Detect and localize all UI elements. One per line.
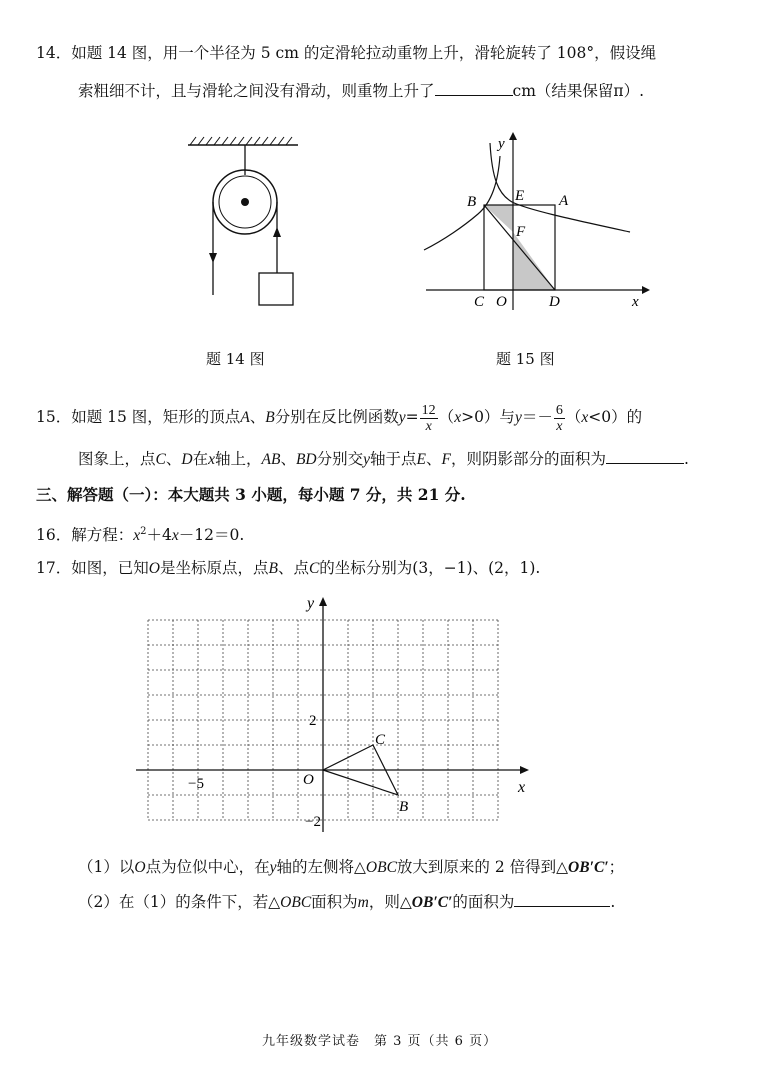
q15-cond1-x: x	[454, 409, 462, 426]
q17-B: B	[268, 560, 278, 577]
q17-p4: 的坐标分别为(3，−1)、(2，1).	[319, 559, 541, 577]
q17-s1-obc2: OB′C′	[568, 859, 609, 876]
q15-l2-g: 轴于点	[370, 450, 417, 468]
pulley-figure	[180, 135, 310, 310]
q15-A: A	[240, 409, 250, 426]
q15-eq2: ＝－	[521, 408, 553, 426]
q14-text-line2b: cm（结果保留π）.	[512, 82, 645, 100]
q14-text-line2a: 索粗细不计，且与滑轮之间没有滑动，则重物上升了	[78, 82, 435, 100]
q16-x1: x	[133, 527, 141, 545]
weight-box	[259, 273, 293, 305]
q15-number: 15．	[36, 408, 72, 426]
fig15-label-F: F	[516, 224, 526, 240]
q15-cond1-b: >0）与	[461, 408, 515, 426]
fig15-label-D: D	[549, 294, 560, 310]
q15-AB: AB	[261, 451, 281, 468]
q16-prefix: 解方程：	[71, 526, 134, 545]
q15-C: C	[155, 451, 166, 468]
q17-p1: 如图，已知	[71, 559, 149, 577]
q14-line2	[78, 80, 644, 102]
shaded-triangle-FOD	[513, 232, 555, 290]
grid-label-x: x	[518, 779, 526, 796]
q15-l2-a: 图象上，点	[78, 450, 156, 468]
q15-l2-b: 、	[165, 450, 182, 468]
q16-line	[36, 521, 244, 547]
q17-s1-a: （1）以	[78, 858, 135, 876]
q17-s2-b: 面积为	[311, 893, 358, 911]
q16-number: 16．	[36, 526, 72, 545]
q16-end: －12＝0.	[178, 526, 245, 545]
q17-O: O	[148, 560, 160, 577]
pulley-axle	[241, 198, 249, 206]
q17-line1	[36, 557, 540, 580]
q15-text-1: 如题 15 图，矩形的顶点	[71, 408, 241, 426]
grid-label-y: y	[307, 595, 315, 612]
fig15-label-E: E	[515, 188, 525, 204]
q14-answer-blank[interactable]	[435, 94, 513, 96]
q17-s1-e: ；	[608, 858, 625, 876]
fig15-label-A: A	[559, 193, 569, 209]
q15-eq1: =	[405, 408, 419, 426]
q17-sub1	[78, 856, 624, 879]
q15-BD: BD	[295, 451, 317, 468]
q15-text-3: 分别在反比例函数	[274, 408, 399, 426]
q17-s2-obc2: OB′C′	[411, 894, 453, 911]
q17-p2: 是坐标原点，点	[159, 559, 269, 577]
frac2-den: x	[556, 418, 563, 434]
q15-F: F	[441, 451, 451, 468]
q15-cond2-x: x	[581, 409, 589, 426]
fraction-6-over-x	[554, 403, 565, 434]
fig15-caption: 题 15 图	[496, 350, 555, 368]
q15-cond2-a: （	[565, 408, 582, 426]
q17-s2-m: m	[357, 894, 369, 911]
q14-text-line1: 如题 14 图，用一个半径为 5 cm 的定滑轮拉动重物上升，滑轮旋转了 108°，假设绳	[71, 44, 657, 62]
q15-answer-blank[interactable]	[606, 462, 684, 464]
q17-sub2	[78, 891, 615, 914]
frac1-den: x	[425, 418, 432, 434]
frac2-num: 6	[555, 402, 563, 418]
q15-l2-d: 轴上，	[214, 450, 262, 468]
q15-l2-j: .	[684, 450, 689, 468]
q15-l2-c: 在	[192, 450, 209, 468]
q15-line2	[78, 448, 689, 471]
shaded-triangle-BEF	[484, 205, 513, 232]
grid-label-B: B	[399, 799, 409, 815]
q15-l2-i: ，则阴影部分的面积为	[451, 450, 607, 468]
hyperbola-figure	[420, 128, 650, 313]
grid-label-minus-5: −5	[188, 776, 204, 792]
q15-text-2: 、	[249, 408, 266, 426]
q14-number: 14．	[36, 44, 72, 62]
q15-line1	[36, 400, 642, 435]
q15-cond2-b: <0）的	[588, 408, 643, 426]
grid-x-arrow-icon	[520, 766, 529, 774]
q17-answer-blank[interactable]	[514, 905, 610, 907]
grid-label-minus-2: −2	[305, 814, 321, 830]
q15-y: y	[363, 451, 371, 468]
fig15-label-y: y	[498, 136, 505, 152]
q17-s1-obc: OBC	[365, 859, 397, 876]
grid-label-2: 2	[309, 713, 317, 729]
q17-number: 17．	[36, 559, 72, 577]
arrow-down-icon	[209, 253, 217, 263]
q15-l2-e: 、	[280, 450, 296, 468]
frac1-num: 12	[421, 402, 436, 418]
q15-x: x	[208, 451, 215, 468]
fraction-12-over-x	[420, 403, 438, 434]
q17-s2-d: 的面积为	[452, 893, 515, 911]
fig14-caption: 题 14 图	[206, 350, 265, 368]
q15-E: E	[416, 451, 427, 468]
q17-s2-obc: OBC	[280, 894, 312, 911]
x-axis-arrow-icon	[642, 286, 650, 294]
q14-line1	[36, 42, 656, 64]
grid-axes	[136, 597, 529, 832]
q15-D: D	[181, 451, 193, 468]
q15-cond1-a: （	[438, 408, 455, 426]
grid-label-O: O	[303, 772, 314, 788]
q15-y1: y	[398, 409, 406, 426]
q15-B: B	[265, 409, 275, 426]
grid-label-C: C	[375, 732, 386, 748]
q17-C: C	[308, 560, 320, 577]
q17-s2-e: .	[610, 893, 616, 911]
q16-mid: ＋4	[146, 526, 172, 545]
q17-p3: 、点	[277, 559, 309, 577]
y-axis-arrow-icon	[509, 132, 517, 140]
fig15-label-C: C	[474, 294, 485, 310]
q15-y2: y	[514, 409, 522, 426]
q17-s2-a: （2）在（1）的条件下，若△	[78, 893, 281, 911]
q16-x2: x	[171, 527, 179, 545]
q17-s1-c: 轴的左侧将△	[276, 858, 366, 876]
q17-s1-b: 点为位似中心，在	[145, 858, 270, 876]
q17-s1-y: y	[269, 859, 277, 876]
coordinate-grid-figure	[128, 590, 538, 840]
q16-sup: 2	[140, 526, 147, 537]
page-footer: 九年级数学试卷 第 3 页（共 6 页）	[262, 1034, 498, 1049]
q17-s2-c: ，则△	[368, 893, 412, 911]
q15-l2-f: 分别交	[316, 450, 364, 468]
arrow-up-icon	[273, 227, 281, 237]
fig15-label-x: x	[632, 294, 639, 310]
section3-title: 三、解答题（一）：本大题共 3 小题，每小题 7 分，共 21 分.	[36, 485, 466, 504]
ceiling-hatch	[190, 137, 292, 145]
fig15-label-B: B	[467, 194, 477, 210]
q15-l2-h: 、	[426, 450, 442, 468]
fig15-label-O: O	[496, 294, 507, 310]
curve-left	[424, 156, 500, 250]
grid-y-arrow-icon	[319, 597, 327, 606]
q17-s1-d: 放大到原来的 2 倍得到△	[396, 858, 569, 876]
q17-s1-O: O	[134, 859, 146, 876]
